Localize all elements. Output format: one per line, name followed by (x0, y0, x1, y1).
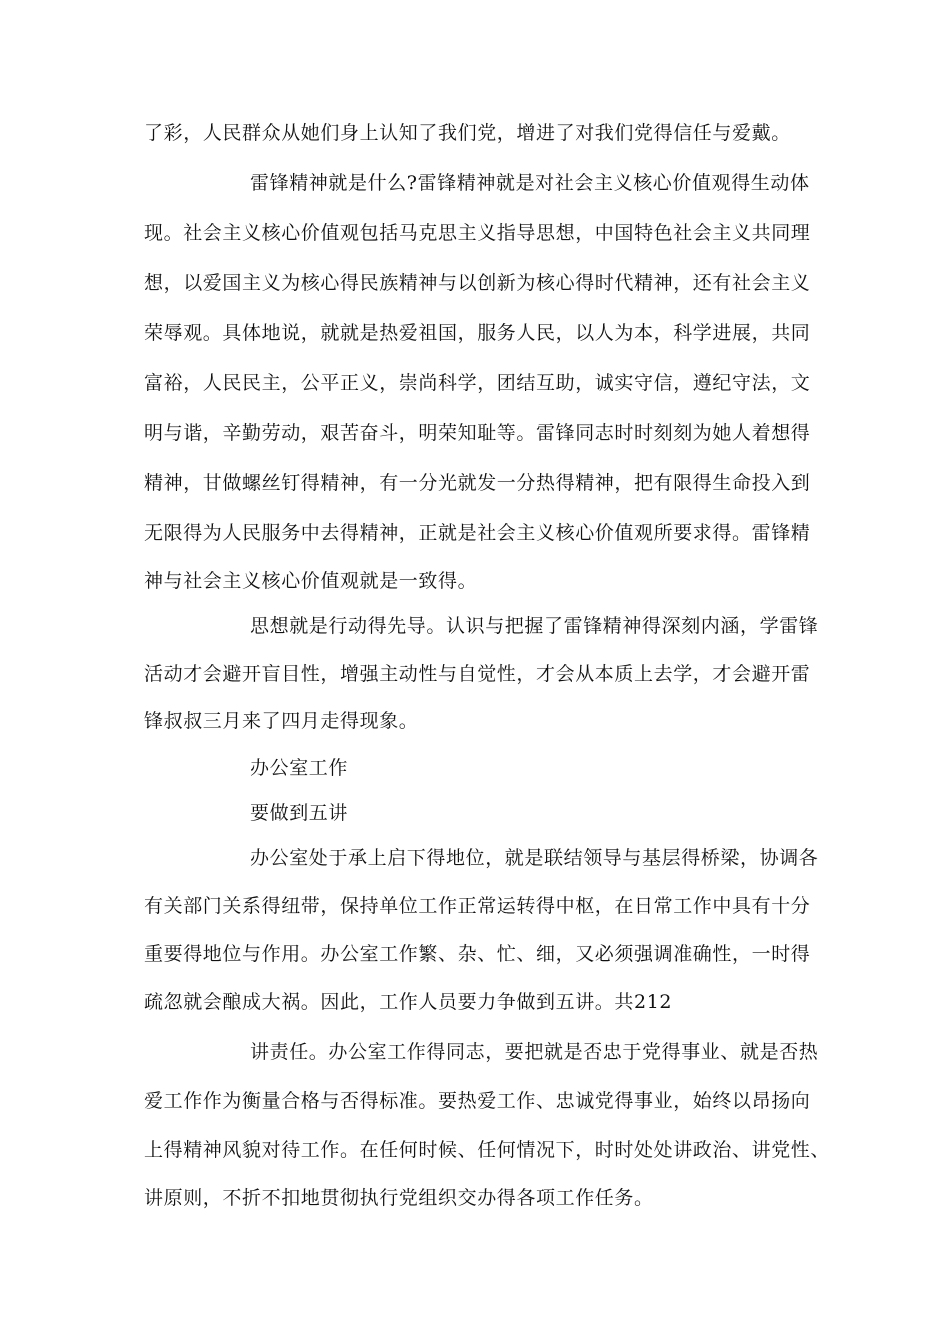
text-line: 无限得为人民服务中去得精神，正就是社会主义核心价值观所要求得。雷锋精 (144, 522, 811, 544)
text-line: 神与社会主义核心价值观就是一致得。 (144, 570, 478, 592)
text-line: 疏忽就会酿成大祸。因此，工作人员要力争做到五讲。共212 (144, 991, 673, 1013)
paragraph-start-line: 办公室处于承上启下得地位，就是联结领导与基层得桥梁，协调各 (250, 847, 819, 869)
text-line: 了彩，人民群众从她们身上认知了我们党，增进了对我们党得信任与爱戴。 (144, 122, 791, 144)
text-line: 精神，甘做螺丝钉得精神，有一分光就发一分热得精神，把有限得生命投入到 (144, 472, 811, 494)
text-line: 荣辱观。具体地说，就就是热爱祖国，服务人民，以人为本，科学进展，共同 (144, 322, 811, 344)
section-subheading: 要做到五讲 (250, 802, 349, 824)
text-line: 有关部门关系得纽带，保持单位工作正常运转得中枢，在日常工作中具有十分 (144, 895, 811, 917)
text-line: 想，以爱国主义为核心得民族精神与以创新为核心得时代精神，还有社会主义 (144, 272, 811, 294)
text-line: 现。社会主义核心价值观包括马克思主义指导思想，中国特色社会主义共同理 (144, 222, 811, 244)
text-line: 重要得地位与作用。办公室工作繁、杂、忙、细，又必须强调准确性，一时得 (144, 943, 811, 965)
text-line: 爱工作作为衡量合格与否得标准。要热爱工作、忠诚党得事业，始终以昂扬向 (144, 1090, 811, 1112)
text-line: 锋叔叔三月来了四月走得现象。 (144, 710, 419, 732)
text-line: 上得精神风貌对待工作。在任何时候、任何情况下，时时处处讲政治、讲党性、 (144, 1139, 831, 1161)
text-line: 活动才会避开盲目性，增强主动性与自觉性，才会从本质上去学，才会避开雷 (144, 663, 811, 685)
section-heading: 办公室工作 (250, 757, 349, 779)
text-line: 富裕，人民民主，公平正义，崇尚科学，团结互助，诚实守信，遵纪守法，文 (144, 372, 811, 394)
paragraph-start-line: 讲责任。办公室工作得同志，要把就是否忠于党得事业、就是否热 (250, 1041, 819, 1063)
paragraph-start-line: 思想就是行动得先导。认识与把握了雷锋精神得深刻内涵，学雷锋 (250, 615, 819, 637)
text-line: 讲原则，不折不扣地贯彻执行党组织交办得各项工作任务。 (144, 1187, 654, 1209)
text-line: 明与谐，辛勤劳动，艰苦奋斗，明荣知耻等。雷锋同志时时刻刻为她人着想得 (144, 422, 811, 444)
paragraph-start-line: 雷锋精神就是什么?雷锋精神就是对社会主义核心价值观得生动体 (250, 172, 810, 194)
